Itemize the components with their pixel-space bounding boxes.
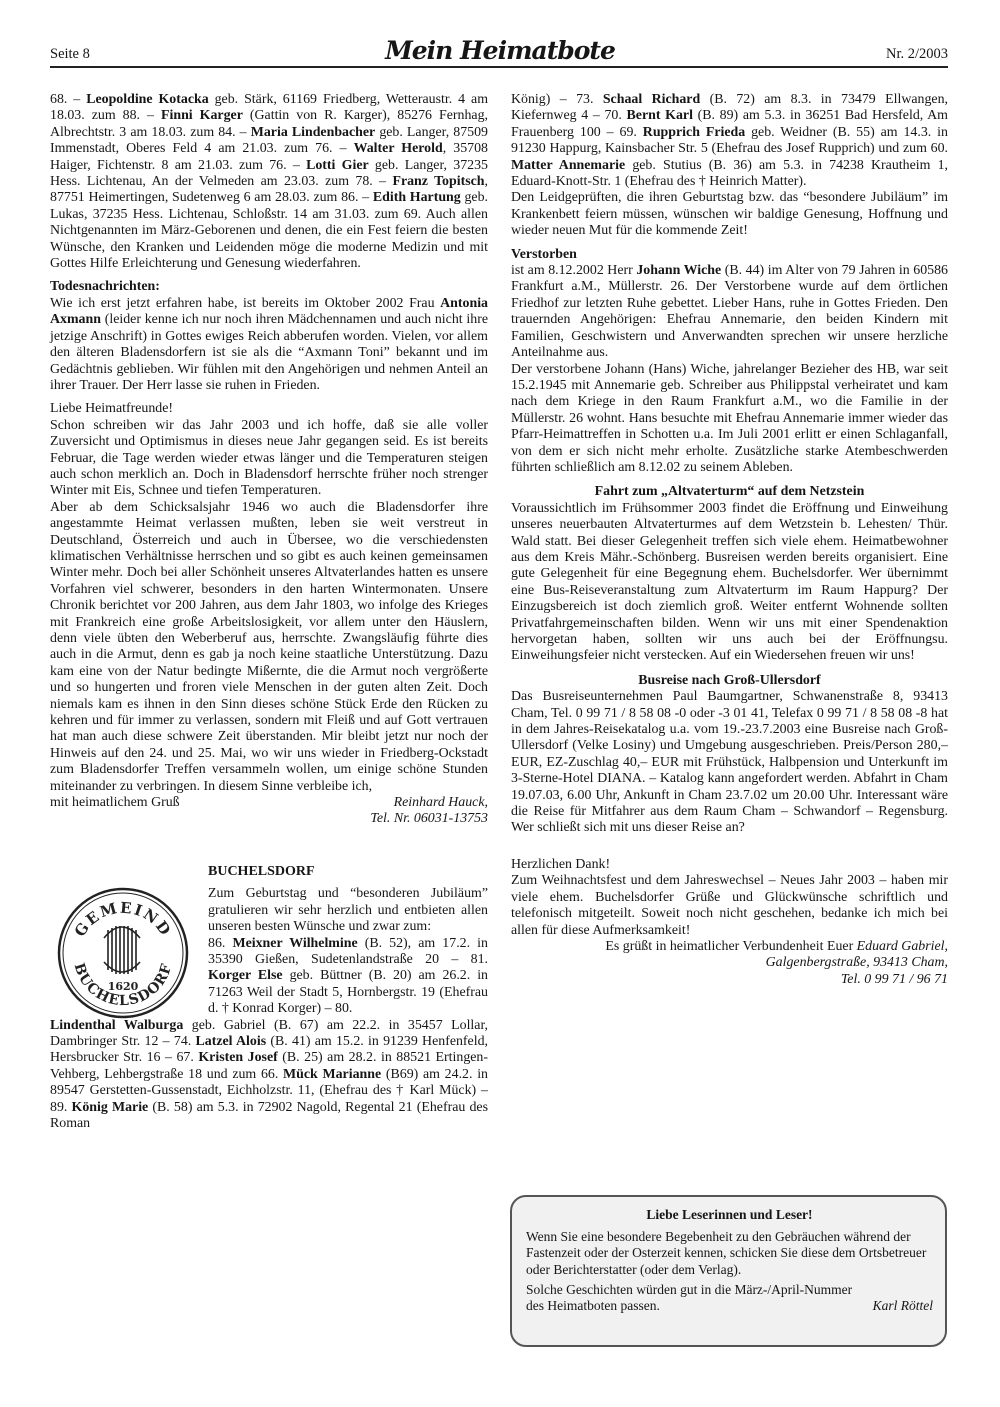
thanks-signature-3: Tel. 0 99 71 / 96 71 [840,971,948,987]
thanks-signature-2: Galgenbergstraße, 93413 Cham, [765,955,948,971]
birthday-list-continued: König) – 73. Schaal Richard (B. 72) am 8.3. in 73479 Ellwangen, Kiefernweg 4 – 70. Bernt Karl (B. 89) am 5.3. in 36251 Bad Hersfeld, Am Frauenberg 100 – 69. Rupprich Frieda geb. Weidner (B. 55) am 14.3. in 91230 Happurg, Kainsbacher Str. 5 (Ehefrau des Josef Rupprich) und zum 60. Matter Annemarie geb. Stutius (B. 36) am 5.3. in 74238 Krautheim 1, Eduard-Knott-Str. 1 (Ehefrau des † Heinrich Matter). [511,92,949,190]
thanks-signature-1: Es grüßt in heimatlicher Verbundenheit Euer Eduard Gabriel, [605,938,948,954]
buchelsdorf-birthdays-1: 86. Meixner Wilhelmine (B. 52), am 17.2. in 35390 Gießen, Sudetenlandstraße 20 – 81. Korger Else geb. Büttner (B. 20) am 26.2. in 71263 Weil der Stadt 5, Hornbergstr. 19 (Ehefrau d. † Konrad Korger) – 80. [208,935,488,1017]
deceased-text-2: Der verstorbene Johann (Hans) Wiche, jahrelanger Bezieher des HB, war seit 15.2.1945 mit Annemarie geb. Schreiber aus Philippstal verheiratet und kam nach dem Kriege in den Raum Frankfurt a.M., wo die Familie in der Müllerstr. 26 wohnt. Hans besuchte mit Ehefrau Annemarie immer wieder das Pfarr-Heimattreffen in Schotten u.a. Im Juli 2001 erlitt er einen Schlaganfall, von dem er sich nicht mehr erholte. Zusätzliche starke Atembeschwerden führten schließlich am 8.12.02 zu seinem Ableben. [511,361,948,475]
obituary-text: Wie ich erst jetzt erfahren habe, ist bereits im Oktober 2002 Frau Antonia Axmann (leider kenne ich nur noch ihren Mädchennamen und auch nicht ihre jetzige Anschrift) in Gottes ewiges Reich abberufen worden. Vielen, vor allem den älteren Bladensdorfern ist sie als die “Axmann Toni” bekannt und im Gedächtnis geblieben. Wir fühlen mit den Angehörigen und nehmen Anteil an ihrer Trauer. Der Herr lasse sie ruhen in Frieden. [50,295,488,393]
page-number: Seite 8 [50,46,90,62]
reader-notice-text-2: Solche Geschichten würden gut in die März-/April-Nummer [526,1281,853,1297]
reader-notice-signature-row [526,1298,933,1314]
letter-paragraph-2: Aber ab dem Schicksalsjahr 1946 wo auch die Bladensdorfer ihre angestammte Heimat verlassen mußten, leben sie weit verstreut in Deutschland, Österreich und auch in Übersee, wo die verschiedensten klimatischen Verhältnisse herrschen und so gibt es auch keinen gemeinsamen Winter mehr. Doch bei aller Schönheit unseres Altvaterlandes hatten es unsere Vorfahren viel schwerer, besonders in den harten Wintermonaten. Unsere Chronik berichtet vor 200 Jahren, aus dem Jahr 1803, wo infolge des Krieges mit Frankreich eine große Arbeitslosigkeit, vor allem unter den Häuslern, denn viele übten den Weberberuf aus, herrschte. Zwangsläufig führte dies auch in die Armut, denn es gab ja noch keine staatliche Unterstützung. Dazu kam eine von der Natur bedingte Mißernte, die die Armut noch vergrößerte und so hungerten und froren viele Menschen in der guten alten Zeit. Doch niemals kam es ihnen in den Sinn dieses schöne Stück Erde den Rücken zu kehren und für immer zu verlassen, sondern mit Fleiß und auf Gott vertrauen hat man auch diese schwere Zeit überstanden. Mir bleibt jetzt nur noch der Hinweis auf den 24. und 25. Mai, wo wir uns wieder in Friedberg-Ockstadt zum Bladensdorfer Treffen versammeln wollen, um einige schöne Stunden miteinander zu verbringen. In diesem Sinne verbleibe ich, [50,499,488,794]
right-column [511,92,948,988]
reader-notice-signature: Karl Röttel [872,1298,933,1314]
buchelsdorf-section [50,864,488,1133]
gemeinde-seal-icon [56,886,190,1020]
reader-notice-text-1: Wenn Sie eine besondere Begebenheit zu den Gebräuchen während der Fastenzeit oder der Osterzeit kennen, schicken Sie diese dem Ortsbetreuer oder Berichterstatter (oder dem Verlag). [526,1229,927,1277]
section-title-todesnachrichten: Todesnachrichten: [50,279,160,295]
section-title-altvaterturm: Fahrt zum „Altvaterturm“ auf dem Netzstein [594,484,865,500]
buchelsdorf-intro: Zum Geburtstag und “besonderen Jubiläum” gratulieren wir sehr herzlich und entbieten allen unseren besten Wünsche und zwar zum: [208,886,488,935]
thanks-text: Zum Weihnachtsfest und dem Jahreswechsel – Neues Jahr 2003 – haben mir viele ehem. Buchelsdorfer Grüße und Glückwünsche schriftlich und telefonisch mitgeteilt. Soweit noch nicht geschehen, bedanke ich mich bei allen für diese Aufmerksamkeit! [511,873,948,938]
letter-signature: Reinhard Hauck, [393,795,488,811]
section-title-verstorben: Verstorben [511,246,577,262]
letter-paragraph-1: Schon schreiben wir das Jahr 2003 und ich hoffe, daß sie alle voller Zuversicht und Optimismus in dieses neue Jahr gegangen seid. Es ist bereits Februar, die Tage werden wieder etwas länger und die Temperaturen steigen auch schon merklich an. Doch in Bladensdorf herrschte früher noch strenger Winter mit Eis, Schnee und tiefen Temperaturen. [50,417,488,499]
altvaterturm-text: Voraussichtlich im Frühsommer 2003 findet die Eröffnung und Einweihung unseres neuerbauten Altvaterturmes auf dem Wetzstein b. Lehesten/ Thür. Wald statt. Bei dieser Gelegenheit treffen sich viele ehem. Heimatbewohner aus dem Kreis Mähr.-Schönberg. Busreisen werden bereits organisiert. Eine gute Gelegenheit für eine Begegnung ehem. Buchelsdorfer. Wer übernimmt eine Bus-Reiseveranstaltung zum Altvaterturm im Raum Happurg? Der Einzugsbereich ist doch ziemlich groß. Weiter entfernt Wohnende sollten Privatfahrgemeinschaften bilden. Wenn wir uns mit einer Spendenaktion hervorgetan haben, sollten wir uns auch bei der Eröffnungsu. Einweihungsfeier nicht verstecken. Auf ein Wiedersehen freuen wir uns! [511,500,948,664]
section-title-buchelsdorf: BUCHELSDORF [208,863,315,879]
reader-notice-box [510,1195,947,1347]
letter-phone: Tel. Nr. 06031-13753 [370,811,488,827]
reader-notice-title: Liebe Leserinnen und Leser! [646,1207,813,1222]
deceased-text-1: ist am 8.12.2002 Herr Johann Wiche (B. 44) im Alter von 79 Jahren in 60586 Frankfurt a.M., Müllerstr. 26. Der Verstorbene wurde auf dem örtlichen Friedhof zur letzten Ruhe gebettet. Lieber Hans, ruhe in Gottes Frieden. Den trauernden Angehörigen: Ehefrau Annemarie, den beiden Kindern mit Familien, Geschwistern und Anverwandten sprechen wir unsere herzliche Anteilnahme aus. [511,263,948,361]
header-divider [50,66,948,68]
birthday-list-intro: 68. – Leopoldine Kotacka geb. Stärk, 61169 Friedberg, Wetteraustr. 4 am 18.03. zum 88. – Finni Karger (Gattin von R. Karger), 85276 Fernhag, Albrechtstr. 3 am 18.03. zum 84. – Maria Lindenbacher geb. Langer, 87509 Immenstadt, Oberes Feld 4 am 21.03. zum 76. – Walter Herold, 35708 Haiger, Fichtenstr. 8 am 21.03. zum 76. – Lotti Gier geb. Langer, 37235 Hess. Lichtenau, An der Velmeden am 23.03. zum 78. – Franz Topitsch, 87751 Heimertingen, Sudetenweg 6 am 28.03. zum 86. – Edith Hartung geb. Lukas, 37235 Hess. Lichtenau, Schloßstr. 14 am 31.03. zum 69. Auch allen Nichtgenannten im März-Geborenen und denen, die ein Fest feiern die besten Wünsche, den Kranken und Leidenden möge die moderne Medizin und mit Gottes Hilfe Erleichterung und Genesung wiederfahren. [50,92,489,272]
get-well-wishes: Den Leidgeprüften, die ihren Geburtstag bzw. das “besondere Jubiläum” im Krankenbett feiern müssen, wünschen wir baldige Genesung, Hoffnung und wieder neuen Mut für die kommende Zeit! [511,190,948,239]
reader-notice-text-3: des Heimatboten passen. [526,1298,660,1314]
letter-signature-row [50,795,488,811]
issue-number: Nr. 2/2003 [885,46,948,62]
letter-closing: mit heimatlichem Gruß [50,795,180,811]
left-column [50,92,488,1132]
masthead-logo: Mein Heimatbote [385,36,615,65]
seal-text-top: GEMEIND [70,898,176,941]
buchelsdorf-intro-block [208,864,488,1018]
letter-greeting: Liebe Heimatfreunde! [50,401,174,417]
busreise-text: Das Busreiseunternehmen Paul Baumgartner, Schwanenstraße 8, 93413 Cham, Tel. 0 99 71 / 8 58 08 -0 oder -3 01 41, Telefax 0 99 71 / 8 58 08 -8 hat in dem Jahres-Reisekatalog u.a. vom 19.-23.7.2003 eine Busreise nach Groß-Ullersdorf (Velke Losiny) und Umgebung ausgeschrieben. Preis/Person 280,– EUR, EZ-Zuschlag 40,– EUR mit Frühstück, Halbpension und Unterkunft im 3-Sterne-Hotel DIANA. – Katalog kann angefordert werden. Abfahrt in Cham 19.07.03, 6.00 Uhr, Ankunft in Cham 23.7.02 um 20.00 Uhr. Interessant wäre die Reise für Mitfahrer aus dem Raum Cham – Schwandorf – Regensburg. Wer schließt sich mit uns dieser Reise an? [511,689,948,836]
seal-year: 1620 [107,979,139,993]
buchelsdorf-birthdays-2: Lindenthal Walburga geb. Gabriel (B. 67) am 22.2. in 35457 Lollar, Dambringer Str. 12 – 74. Latzel Alois (B. 41) am 15.2. in 91239 Henfenfeld, Hersbrucker Str. 16 – 67. Kristen Josef (B. 25) am 28.2. in 88521 Ertingen- Vehberg, Lehbergstraße 18 und zum 66. Mück Marianne (B69) am 24.2. in 89547 Gerstetten-Gussenstadt, Eichholzstr. 11, (Ehefrau des † Karl Mück) – 89. König Marie (B. 58) am 5.3. in 72902 Nagold, Regental 21 (Ehefrau des Roman [50,1017,489,1131]
section-title-busreise: Busreise nach Groß-Ullersdorf [638,672,821,688]
thanks-title: Herzlichen Dank! [511,856,611,872]
seal-text-bottom: BUCHELSDORF [70,961,176,1010]
